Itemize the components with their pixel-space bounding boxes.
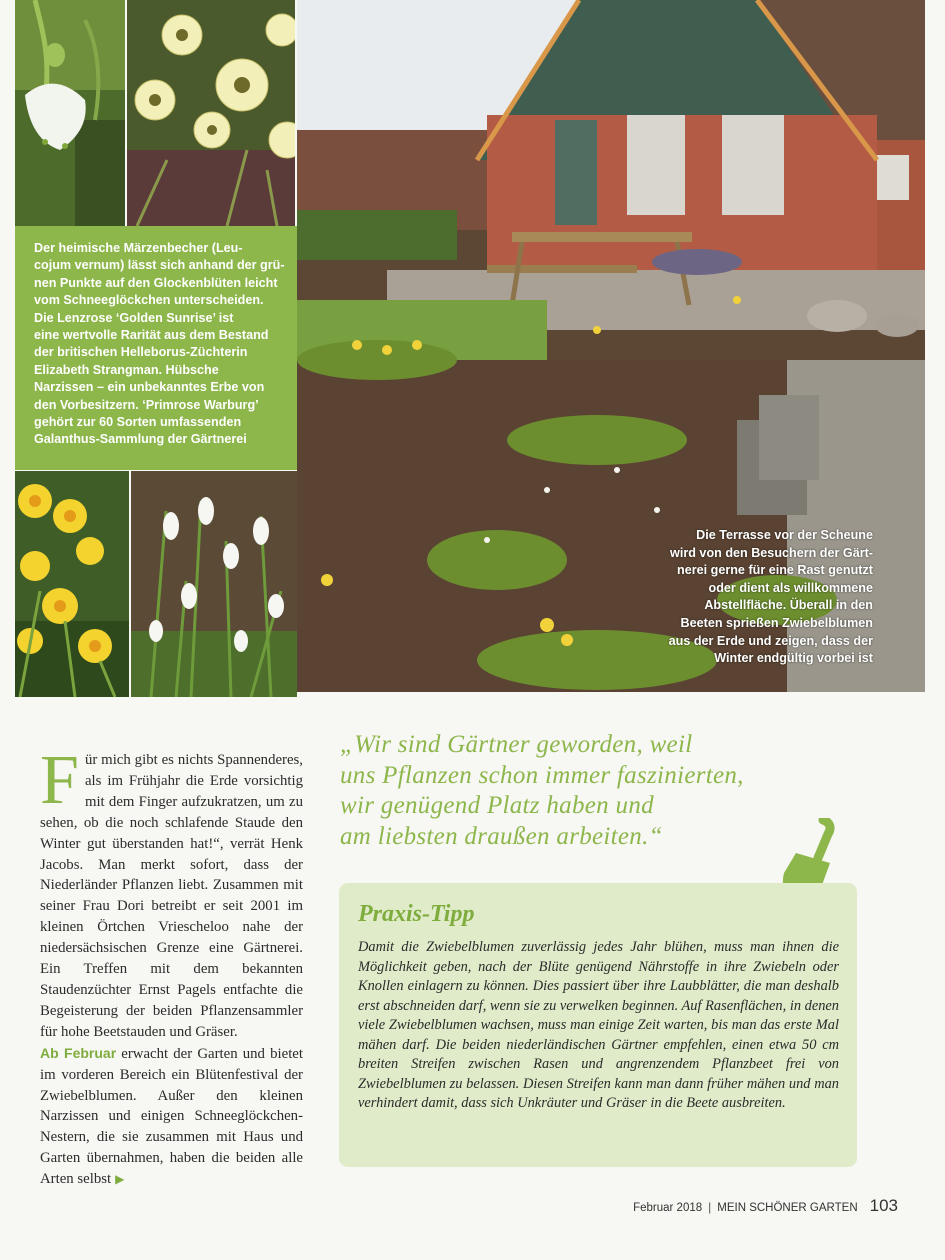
quote-line: uns Pflanzen schon immer faszinierten, xyxy=(340,761,744,789)
praxis-tipp-box xyxy=(339,883,857,1167)
article-body xyxy=(40,742,303,1190)
footer-issue: Februar 2018 xyxy=(633,1202,703,1214)
caption-line: oder dient als willkommene xyxy=(708,580,873,595)
caption-line: nen Punkte auf den Glockenblüten leicht xyxy=(34,275,278,290)
photo-narzissen xyxy=(15,471,129,697)
quote-line: „Wir sind Gärtner geworden, weil xyxy=(340,731,693,758)
caption-line: der britischen Helleborus-Züchterin xyxy=(34,345,248,360)
caption-line: Galanthus-Sammlung der Gärtnerei xyxy=(34,432,247,447)
paragraph-2-text: erwacht der Garten und bietet im vorderen Bereich ein Blütenfestival der Zwiebelblumen. Außer den kleinen Narzissen und einigen Schneeglöckchen-Nestern, die sie zusammen mit Haus und Garten übernahmen, haben die beiden alle Arten selbst xyxy=(40,1045,303,1188)
caption-line: Elizabeth Strangman. Hübsche xyxy=(34,362,219,377)
paragraph-1-text: ür mich gibt es nichts Spannenderes, als im Frühjahr die Erde vorsichtig mit dem Finger aufzukratzen, um zu sehen, ob die noch schlafende Staude den Winter gut überstanden hat!“, verrät Henk Jacobs. Man merkt sofort, dass der Niederländer Pflanzen liebt. Zusammen mit seiner Frau Dori betreibt er seit 2001 im kleinen Örtchen Vriescheloo nahe der niedersächsischen Grenze eine Gärtnerei. Ein Treffen mit dem bekannten Staudenzüchter Ernst Pagels entfachte die Begeisterung der beiden Pflanzensammler für hohe Beetstauden und Gräser. xyxy=(40,752,303,1040)
quote-line: wir genügend Platz haben und xyxy=(340,792,654,819)
page-footer xyxy=(633,1196,898,1216)
pull-quote xyxy=(340,730,810,852)
footer-separator: | xyxy=(708,1200,712,1214)
quote-line: am liebsten draußen arbeiten.“ xyxy=(340,822,663,850)
photo-caption-terrasse xyxy=(660,527,873,668)
caption-line: cojum vernum) lässt sich anhand der grü- xyxy=(34,258,285,273)
tip-title: Praxis-Tipp xyxy=(358,901,475,927)
caption-line: den Vorbesitzern. ‘Primrose Warburg’ xyxy=(34,397,259,412)
continue-arrow-icon: ▶ xyxy=(115,1172,125,1187)
dropcap: F xyxy=(40,742,79,819)
photo-primrose-warburg xyxy=(131,471,297,697)
caption-line: Winter endgültig vorbei ist xyxy=(714,651,873,666)
caption-line: Der heimische Märzenbecher (Leu- xyxy=(34,241,243,255)
page-number: 103 xyxy=(869,1196,898,1215)
article-paragraph xyxy=(40,742,303,1043)
caption-line: Die Lenzrose ‘Golden Sunrise’ ist xyxy=(34,310,234,325)
caption-line: eine wertvolle Rarität aus dem Bestand xyxy=(34,328,269,343)
caption-left-box xyxy=(15,226,297,470)
caption-line: Narzissen – ein unbekanntes Erbe von xyxy=(34,380,265,395)
caption-line: wird von den Besuchern der Gärt- xyxy=(670,545,873,560)
article-paragraph xyxy=(40,1043,303,1190)
photo-maerzenbecher xyxy=(15,0,125,226)
caption-line: Beeten sprießen Zwiebelblumen xyxy=(680,615,873,630)
paragraph-lead: Ab Februar xyxy=(40,1044,117,1061)
tip-body: Damit die Zwiebelblumen zuverlässig jedes Jahr blühen, muss man ihnen die Möglichkeit geben, nach der Blüte genügend Nährstoffe in ihre Zwiebeln oder Knollen einlagern zu können. Dies passiert über ihre Laubblätter, die man deshalb erst abschneiden darf, wenn sie zu verwelken beginnen. Auf Rasenflächen, in denen viele Zwiebelblumen wachsen, muss man einige Zeit warten, bis man das erste Mal mähen darf. Die beiden niederländischen Gärtner empfehlen, einen etwa 50 cm breiten Streifen zwischen Rasen und angrenzendem Pflanzbeet frei von Zwiebelblumen zu belassen. Diesen Streifen kann man dann früher mähen und man verhindert damit, dass sich Unkräuter und Gräser in die Beete ausbreiten. xyxy=(358,939,839,1111)
footer-magazine: MEIN SCHÖNER GARTEN xyxy=(717,1202,858,1214)
caption-line: Abstellfläche. Überall in den xyxy=(704,598,873,613)
caption-line: gehört zur 60 Sorten umfassenden xyxy=(34,415,242,430)
caption-line: nerei gerne für eine Rast genutzt xyxy=(677,563,873,578)
caption-line: Die Terrasse vor der Scheune xyxy=(696,528,873,542)
caption-line: vom Schneeglöckchen unterscheiden. xyxy=(34,293,264,308)
caption-line: aus der Erde und zeigen, dass der xyxy=(668,633,873,648)
photo-lenzrose xyxy=(127,0,295,226)
